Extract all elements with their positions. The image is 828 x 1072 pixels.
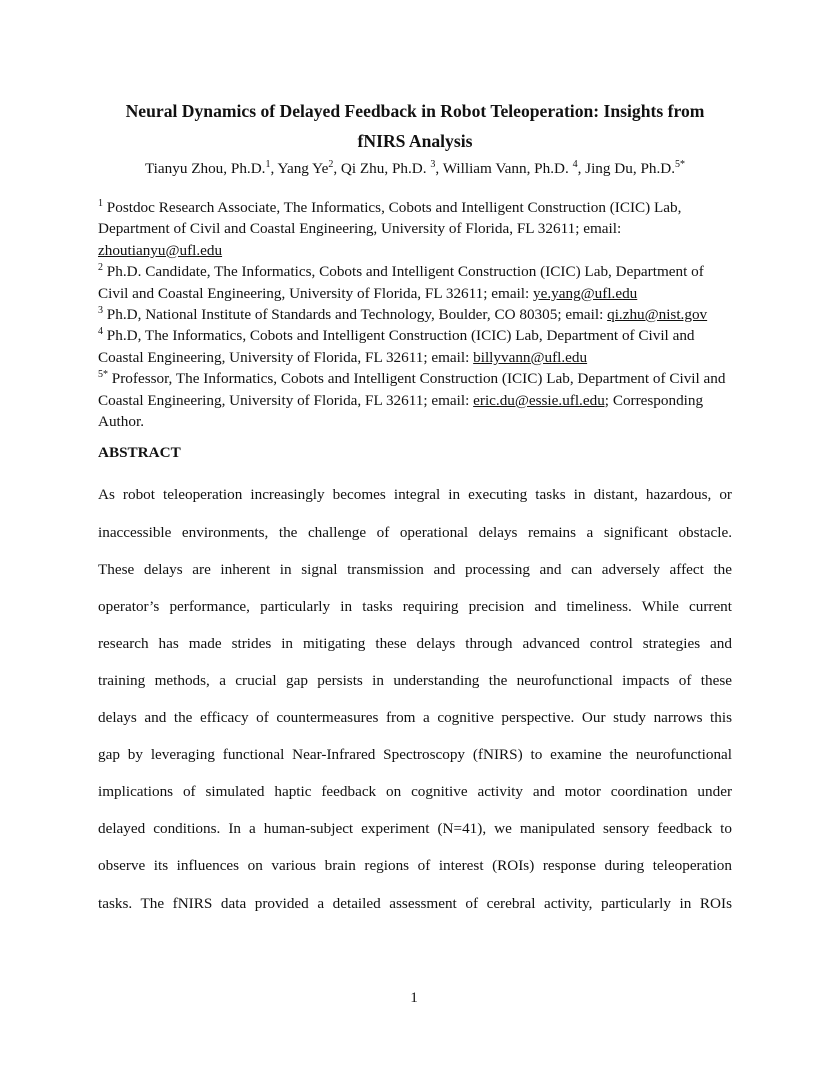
affiliation-list: [98, 197, 732, 432]
abstract-line: delays and the efficacy of countermeasures from a cognitive perspective. Our study narrows this: [98, 709, 732, 727]
affiliation: [98, 325, 732, 368]
paper-title: [98, 96, 732, 156]
affiliation-superscript: 4: [98, 326, 103, 338]
affiliation-superscript: 5*: [98, 369, 108, 381]
abstract-line: gap by leveraging functional Near-Infrared Spectroscopy (fNIRS) to examine the neurofunctional: [98, 746, 732, 764]
affiliation-superscript: 3: [98, 304, 103, 316]
author-name: Tianyu Zhou, Ph.D.: [144, 160, 266, 177]
paper-page: [98, 96, 732, 922]
author-separator: ,: [270, 160, 278, 177]
abstract-line: implications of simulated haptic feedback on cognitive activity and motor coordination under: [98, 783, 732, 801]
author-separator: ,: [577, 160, 586, 177]
affiliation-superscript: 2: [98, 262, 103, 274]
author-name: Qi Zhu, Ph.D.: [340, 160, 431, 177]
author-name: Yang Ye: [277, 160, 329, 177]
author-separator: ,: [435, 160, 443, 177]
email-link[interactable]: ye.yang@ufl.edu: [533, 284, 638, 302]
email-link[interactable]: eric.du@essie.ufl.edu;: [473, 391, 610, 409]
author-superscript: 2: [328, 158, 334, 170]
abstract-heading: ABSTRACT: [98, 444, 181, 462]
author-name: William Vann, Ph.D.: [442, 160, 573, 177]
affiliation: [98, 368, 732, 432]
title-line-2: fNIRS Analysis: [357, 131, 473, 151]
abstract-line: inaccessible environments, the challenge of operational delays remains a significant obstacle.: [98, 523, 732, 541]
affiliation-text: Professor, The Informatics, Cobots and Intelligent Construction (ICIC) Lab, Department of Civil and Coastal Engineering, University of Florida, FL 32611; email:: [98, 370, 726, 409]
affiliation-text: Ph.D. Candidate, The Informatics, Cobots and Intelligent Construction (ICIC) Lab, Department of Civil and Coastal Engineering, University of Florida, FL 32611; email:: [98, 263, 704, 302]
author-superscript: 1: [265, 158, 271, 170]
affiliation-text: Postdoc Research Associate, The Informatics, Cobots and Intelligent Construction (ICIC) Lab, Department of Civil and Coastal Engineering, University of Florida, FL 32611; email:: [98, 199, 682, 238]
affiliation-superscript: 1: [98, 197, 103, 209]
abstract-line: training methods, a crucial gap persists in understanding the neurofunctional impacts of these: [98, 671, 732, 689]
page-number: 1: [410, 989, 418, 1006]
title-line-1: Neural Dynamics of Delayed Feedback in Robot Teleoperation: Insights from: [125, 101, 705, 121]
abstract-line: operator’s performance, particularly in tasks requiring precision and timeliness. While current: [98, 597, 732, 615]
abstract-line: These delays are inherent in signal transmission and processing and can adversely affect the: [98, 560, 732, 578]
author-separator: ,: [333, 160, 341, 177]
affiliation: [98, 197, 732, 261]
abstract-body: [98, 476, 732, 921]
author-list: [98, 158, 732, 180]
author-name: Jing Du, Ph.D.: [585, 160, 676, 177]
abstract-line: observe its influences on various brain regions of interest (ROIs) response during teleoperation: [98, 857, 732, 875]
affiliation-note: Corresponding Author.: [98, 391, 704, 431]
affiliation: [98, 304, 732, 325]
email-link[interactable]: billyvann@ufl.edu: [473, 348, 588, 366]
affiliation-text: Ph.D, The Informatics, Cobots and Intelligent Construction (ICIC) Lab, Department of Civil and Coastal Engineering, University of Florida, FL 32611; email:: [98, 327, 695, 366]
affiliation: [98, 261, 732, 304]
author-superscript: 4: [572, 158, 578, 170]
author-superscript: 5*: [675, 158, 686, 170]
email-link[interactable]: zhoutianyu@ufl.edu: [98, 241, 223, 259]
author-superscript: 3: [430, 158, 436, 170]
email-link[interactable]: qi.zhu@nist.gov: [607, 306, 708, 324]
abstract-line: As robot teleoperation increasingly becomes integral in executing tasks in distant, hazardous, or: [98, 486, 732, 504]
abstract-line: delayed conditions. In a human-subject experiment (N=41), we manipulated sensory feedback to: [98, 820, 732, 838]
affiliation-text: Ph.D, National Institute of Standards and Technology, Boulder, CO 80305; email:: [103, 306, 608, 324]
abstract-line: research has made strides in mitigating these delays through advanced control strategies and: [98, 634, 732, 652]
abstract-line: tasks. The fNIRS data provided a detailed assessment of cerebral activity, particularly in ROIs: [98, 894, 732, 912]
